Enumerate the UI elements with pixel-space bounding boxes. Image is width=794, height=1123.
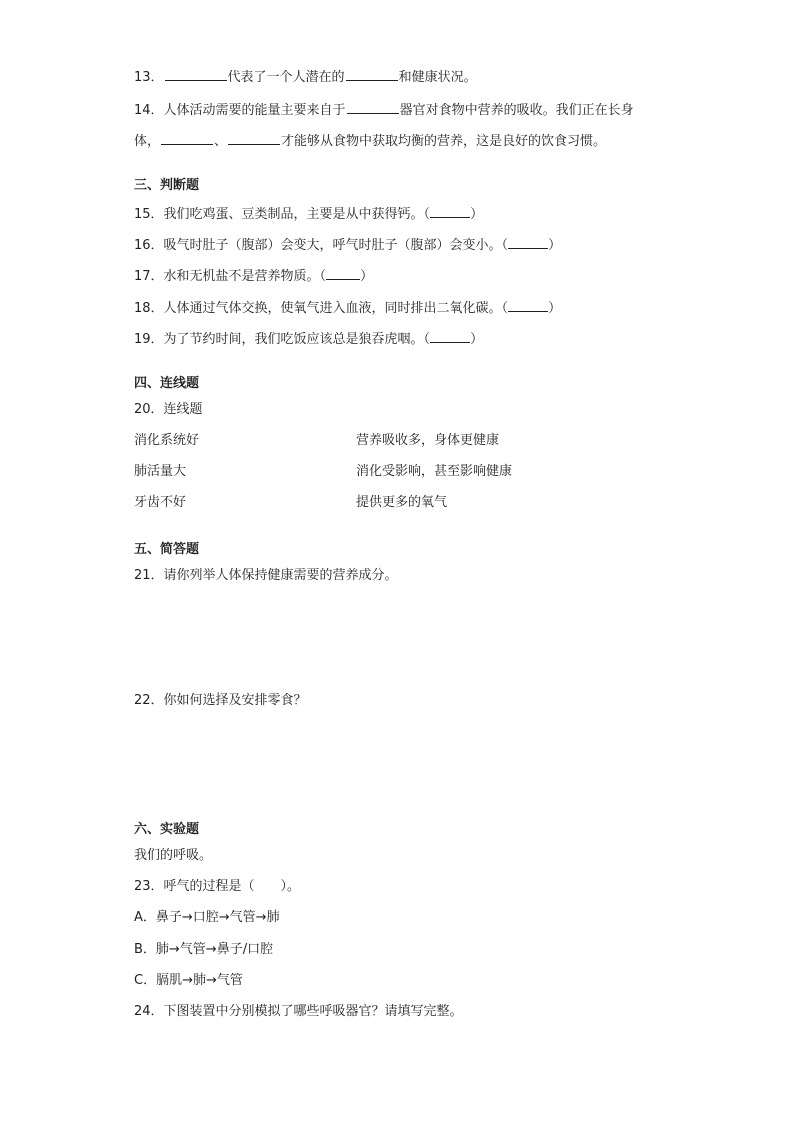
close-paren: ） xyxy=(470,207,484,222)
match-left-item[interactable]: 牙齿不好 xyxy=(134,495,187,510)
section-heading-experiment: 六、实验题 xyxy=(134,822,200,837)
question-23 xyxy=(134,879,300,895)
answer-blank[interactable] xyxy=(346,67,398,81)
question-number: 19． xyxy=(134,332,164,347)
question-15 xyxy=(134,204,483,223)
answer-blank[interactable] xyxy=(430,204,470,218)
question-text: 我们吃鸡蛋、豆类制品，主要是从中获得钙。（ xyxy=(163,207,431,222)
section-heading-matching: 四、连线题 xyxy=(134,376,200,391)
option-a[interactable]: A．鼻子→口腔→气管→肺 xyxy=(134,910,280,925)
question-text: 水和无机盐不是营养物质。（ xyxy=(163,269,327,284)
option-c[interactable]: C．膈肌→肺→气管 xyxy=(134,973,243,988)
question-13 xyxy=(134,67,477,86)
question-text: 、 xyxy=(214,134,228,149)
option-b[interactable]: B．肺→气管→鼻子/口腔 xyxy=(134,942,274,957)
question-text: 为了节约时间，我们吃饭应该总是狼吞虎咽。（ xyxy=(163,332,431,347)
question-text: 人体通过气体交换，使氧气进入血液，同时排出二氧化碳。（ xyxy=(163,301,509,316)
question-number: 13． xyxy=(134,70,164,85)
answer-blank[interactable] xyxy=(165,67,227,81)
question-number: 22． xyxy=(134,693,164,708)
section-heading-short-answer: 五、简答题 xyxy=(134,542,200,557)
question-17 xyxy=(134,266,373,285)
question-14-cont xyxy=(134,131,606,150)
close-paren: ） xyxy=(548,238,562,253)
match-right-item[interactable]: 营养吸收多，身体更健康 xyxy=(356,433,500,448)
question-number: 20． xyxy=(134,402,164,417)
question-text: 和健康状况。 xyxy=(398,70,477,85)
answer-blank[interactable] xyxy=(228,131,280,145)
close-paren: ） xyxy=(360,269,374,284)
question-text: 你如何选择及安排零食？ xyxy=(163,693,307,708)
question-24 xyxy=(134,1004,463,1020)
question-18 xyxy=(134,298,561,317)
question-text: 下图装置中分别模拟了哪些呼吸器官？请填写完整。 xyxy=(163,1004,463,1019)
question-text: 连线题 xyxy=(163,402,203,417)
question-number: 17． xyxy=(134,269,164,284)
match-left-item[interactable]: 消化系统好 xyxy=(134,433,200,448)
question-16 xyxy=(134,235,561,254)
question-number: 15． xyxy=(134,207,164,222)
question-text: 请你列举人体保持健康需要的营养成分。 xyxy=(163,568,398,583)
section-heading-judgement: 三、判断题 xyxy=(134,178,200,193)
question-22 xyxy=(134,693,307,709)
question-text: 代表了一个人潜在的 xyxy=(227,70,345,85)
answer-blank[interactable] xyxy=(161,131,213,145)
question-number: 18． xyxy=(134,301,164,316)
question-number: 16． xyxy=(134,238,164,253)
question-text: 呼气的过程是（ ）。 xyxy=(163,879,301,894)
experiment-intro: 我们的呼吸。 xyxy=(134,848,213,863)
question-number: 14． xyxy=(134,103,164,118)
answer-blank[interactable] xyxy=(508,235,548,249)
question-number: 23． xyxy=(134,879,164,894)
question-19 xyxy=(134,329,483,348)
answer-blank[interactable] xyxy=(347,100,399,114)
question-text: 才能够从食物中获取均衡的营养，这是良好的饮食习惯。 xyxy=(281,134,607,149)
question-14 xyxy=(134,100,634,119)
match-right-item[interactable]: 消化受影响，甚至影响健康 xyxy=(356,464,513,479)
question-text: 器官对食物中营养的吸收。我们正在长身 xyxy=(399,103,634,118)
match-left-item[interactable]: 肺活量大 xyxy=(134,464,187,479)
answer-blank[interactable] xyxy=(326,266,360,280)
question-text: 人体活动需要的能量主要来自于 xyxy=(163,103,346,118)
question-20 xyxy=(134,402,203,418)
question-text: 吸气时肚子（腹部）会变大，呼气时肚子（腹部）会变小。（ xyxy=(163,238,509,253)
answer-blank[interactable] xyxy=(430,329,470,343)
match-right-item[interactable]: 提供更多的氧气 xyxy=(356,495,448,510)
close-paren: ） xyxy=(470,332,484,347)
question-text: 体， xyxy=(134,134,161,149)
answer-blank[interactable] xyxy=(508,298,548,312)
question-number: 24． xyxy=(134,1004,164,1019)
question-21 xyxy=(134,568,398,584)
close-paren: ） xyxy=(548,301,562,316)
question-number: 21． xyxy=(134,568,164,583)
